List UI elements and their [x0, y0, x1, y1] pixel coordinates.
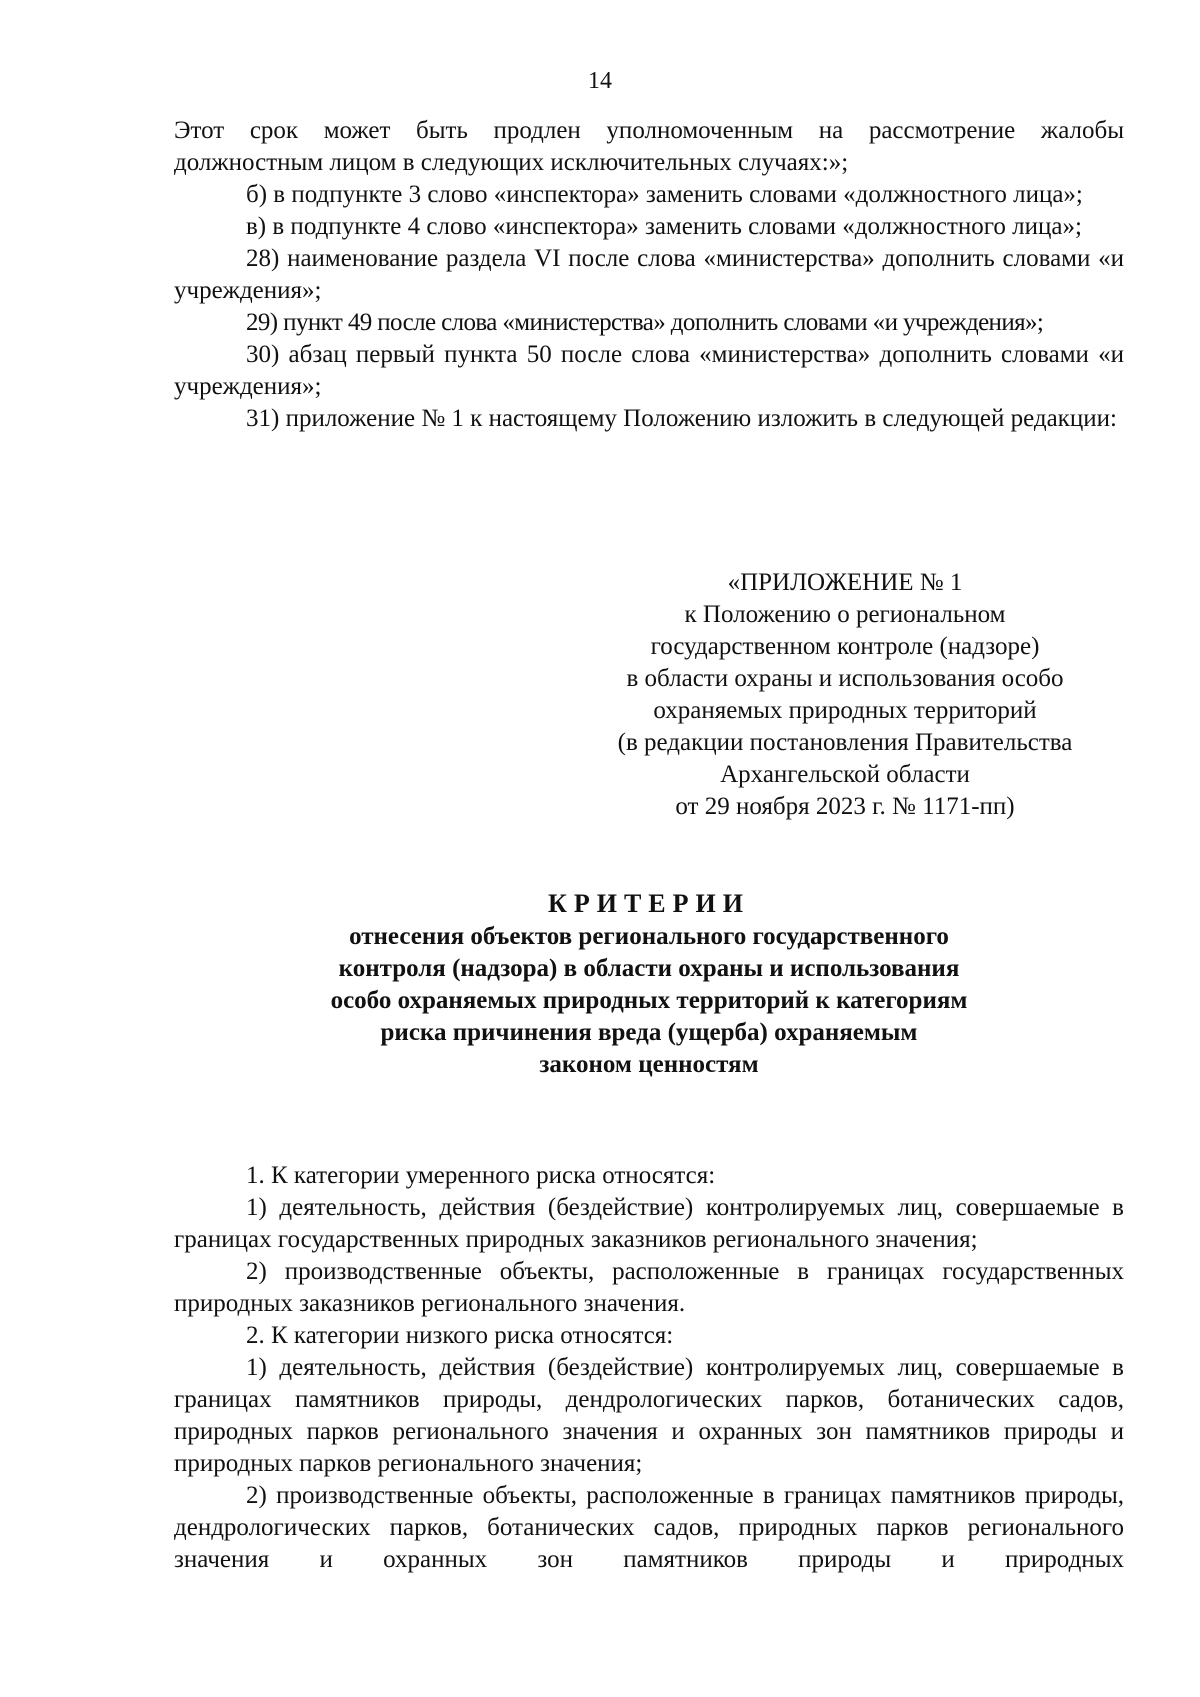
paragraph: 29) пункт 49 после слова «министерства» дополнить словами «и учреждения»;: [246, 309, 1044, 336]
paragraph: Этот срок может быть продлен уполномоченным на рассмотрение жалобы должностным лицом в следующих исключительных случаях:»;: [174, 117, 1124, 176]
annex-line: (в редакции постановления Правительства: [617, 729, 1073, 756]
annex-line: охраняемых природных территорий: [653, 697, 1037, 724]
paragraph: 28) наименование раздела VI после слова «министерства» дополнить словами «и учреждения»;: [174, 245, 1124, 304]
annex-header: [585, 567, 1105, 823]
criteria-section: [174, 1160, 1124, 1576]
annex-line: государственном контроле (надзоре): [650, 633, 1040, 660]
title-line: особо охраняемых природных территорий к категориям: [330, 987, 968, 1014]
annex-line: в области охраны и использования особо: [626, 665, 1064, 692]
paragraph: 1) деятельность, действия (бездействие) контролируемых лиц, совершаемые в границах памятников природы, дендрологических парков, ботанических садов, природных парков регионального значения и охранных зон памятников природы и природных парков регионального значения;: [174, 1354, 1124, 1477]
paragraph: 2. К категории низкого риска относятся:: [246, 1322, 674, 1349]
title-heading: КРИТЕРИИ: [548, 889, 750, 918]
document-title: [174, 887, 1124, 1081]
annex-line: к Положению о региональном: [684, 601, 1006, 628]
annex-line: «ПРИЛОЖЕНИЕ № 1: [727, 569, 963, 596]
annex-line: от 29 ноября 2023 г. № 1171-пп): [675, 793, 1015, 820]
paragraph: 2) производственные объекты, расположенные в границах памятников природы, дендрологических парков, ботанических садов, природных парков регионального значения и охранных зон памятников природы и природных: [174, 1482, 1124, 1573]
paragraph: 2) производственные объекты, расположенные в границах государственных природных заказников регионального значения.: [174, 1258, 1124, 1317]
title-line: отнесения объектов регионального государственного: [349, 923, 949, 950]
title-line: законом ценностям: [539, 1051, 759, 1078]
paragraph: в) в подпункте 4 слово «инспектора» заменить словами «должностного лица»;: [246, 213, 1082, 240]
title-line: контроля (надзора) в области охраны и использования: [338, 955, 960, 982]
paragraph: б) в подпункте 3 слово «инспектора» заменить словами «должностного лица»;: [246, 181, 1083, 208]
paragraph: 1. К категории умеренного риска относятся:: [246, 1162, 716, 1189]
annex-line: Архангельской области: [720, 761, 970, 788]
paragraph: 30) абзац первый пункта 50 после слова «министерства» дополнить словами «и учреждения»;: [174, 341, 1124, 400]
page-number: 14: [588, 68, 612, 94]
paragraph: 1) деятельность, действия (бездействие) контролируемых лиц, совершаемые в границах государственных природных заказников регионального значения;: [174, 1194, 1124, 1253]
paragraph: 31) приложение № 1 к настоящему Положению изложить в следующей редакции:: [246, 405, 1117, 432]
amendments-section: [174, 115, 1124, 435]
title-line: риска причинения вреда (ущерба) охраняемым: [380, 1019, 918, 1046]
